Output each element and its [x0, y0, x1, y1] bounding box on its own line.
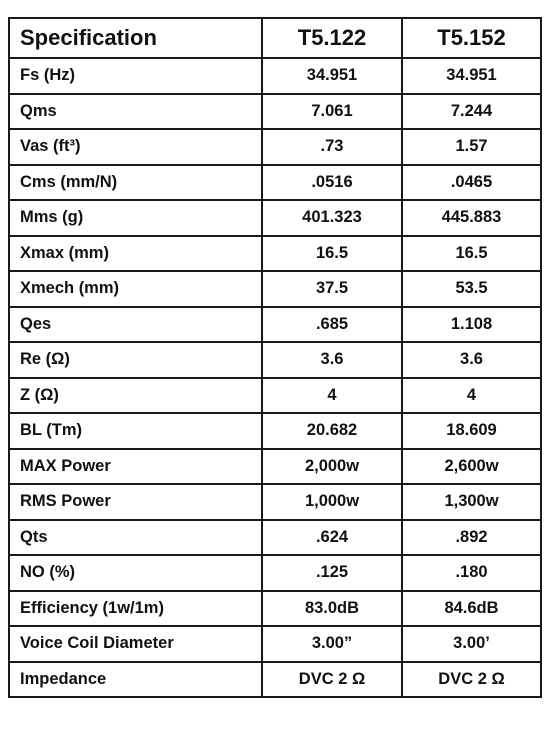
row-label: RMS Power	[9, 484, 262, 520]
row-value-model-b: 445.883	[402, 200, 541, 236]
row-value-model-b: .0465	[402, 165, 541, 201]
row-value-model-a: 16.5	[262, 236, 402, 272]
row-value-model-b: 1.57	[402, 129, 541, 165]
row-value-model-a: DVC 2 Ω	[262, 662, 402, 698]
table-row	[9, 236, 541, 272]
row-label: Xmax (mm)	[9, 236, 262, 272]
row-label: Qms	[9, 94, 262, 130]
table-row	[9, 520, 541, 556]
header-specification: Specification	[9, 18, 262, 58]
row-label: Qts	[9, 520, 262, 556]
row-value-model-b: 3.00’	[402, 626, 541, 662]
row-value-model-b: 7.244	[402, 94, 541, 130]
table-row	[9, 129, 541, 165]
row-value-model-b: 34.951	[402, 58, 541, 94]
table-row	[9, 307, 541, 343]
header-model-a: T5.122	[262, 18, 402, 58]
row-value-model-a: .685	[262, 307, 402, 343]
row-label: Impedance	[9, 662, 262, 698]
row-value-model-a: 4	[262, 378, 402, 414]
row-label: Mms (g)	[9, 200, 262, 236]
table-row	[9, 449, 541, 485]
row-value-model-b: .180	[402, 555, 541, 591]
row-value-model-b: 16.5	[402, 236, 541, 272]
row-value-model-b: .892	[402, 520, 541, 556]
table-row	[9, 413, 541, 449]
row-value-model-a: .125	[262, 555, 402, 591]
row-value-model-a: 3.00”	[262, 626, 402, 662]
row-value-model-a: 83.0dB	[262, 591, 402, 627]
table-row	[9, 555, 541, 591]
row-label: Re (Ω)	[9, 342, 262, 378]
table-row	[9, 58, 541, 94]
table-row	[9, 342, 541, 378]
table-row	[9, 662, 541, 698]
row-value-model-a: 37.5	[262, 271, 402, 307]
row-value-model-b: 4	[402, 378, 541, 414]
row-value-model-a: 3.6	[262, 342, 402, 378]
row-label: NO (%)	[9, 555, 262, 591]
row-value-model-b: 53.5	[402, 271, 541, 307]
table-header-row	[9, 18, 541, 58]
table-row	[9, 626, 541, 662]
row-value-model-a: 20.682	[262, 413, 402, 449]
row-value-model-a: .73	[262, 129, 402, 165]
row-label: Voice Coil Diameter	[9, 626, 262, 662]
specification-table	[8, 17, 542, 698]
row-value-model-a: .624	[262, 520, 402, 556]
row-label: Cms (mm/N)	[9, 165, 262, 201]
row-label: Vas (ft³)	[9, 129, 262, 165]
table-row	[9, 165, 541, 201]
row-value-model-b: 2,600w	[402, 449, 541, 485]
row-label: Xmech (mm)	[9, 271, 262, 307]
table-row	[9, 378, 541, 414]
table-row	[9, 94, 541, 130]
row-value-model-b: 1,300w	[402, 484, 541, 520]
row-label: BL (Tm)	[9, 413, 262, 449]
row-label: MAX Power	[9, 449, 262, 485]
row-value-model-b: DVC 2 Ω	[402, 662, 541, 698]
row-label: Qes	[9, 307, 262, 343]
row-value-model-b: 18.609	[402, 413, 541, 449]
table-row	[9, 271, 541, 307]
row-value-model-a: 34.951	[262, 58, 402, 94]
row-value-model-b: 84.6dB	[402, 591, 541, 627]
table-row	[9, 200, 541, 236]
row-value-model-a: 1,000w	[262, 484, 402, 520]
row-label: Efficiency (1w/1m)	[9, 591, 262, 627]
row-value-model-a: 7.061	[262, 94, 402, 130]
header-model-b: T5.152	[402, 18, 541, 58]
row-value-model-b: 1.108	[402, 307, 541, 343]
row-value-model-a: 2,000w	[262, 449, 402, 485]
table-body	[9, 58, 541, 697]
row-value-model-b: 3.6	[402, 342, 541, 378]
table-row	[9, 484, 541, 520]
row-value-model-a: 401.323	[262, 200, 402, 236]
row-label: Z (Ω)	[9, 378, 262, 414]
row-label: Fs (Hz)	[9, 58, 262, 94]
row-value-model-a: .0516	[262, 165, 402, 201]
table-row	[9, 591, 541, 627]
